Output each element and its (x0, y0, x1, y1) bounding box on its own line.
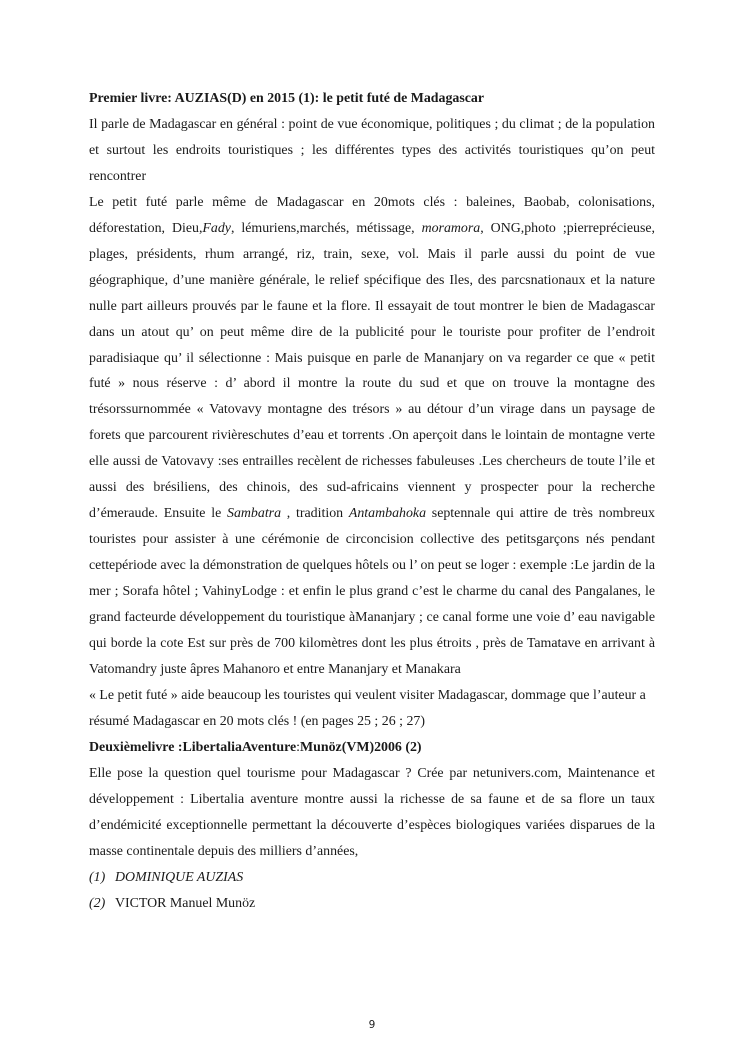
italic-term: Antambahoka (348, 506, 427, 522)
text-run: , tradition (281, 506, 349, 522)
italic-term: Sambatra (227, 506, 282, 522)
paragraph-overview: Il parle de Madagascar en général : point de vue économique, politiques ; du climat ; de la population et surtout les endroits touristiques ; les différentes types des activités touristiques qu’on peut rencontrer (89, 116, 655, 184)
footnote-number: (1) (89, 869, 106, 885)
page-number: 9 (368, 1019, 376, 1031)
heading-part: Munöz(VM)2006 (2) (300, 739, 422, 755)
heading-first-book: Premier livre: AUZIAS(D) en 2015 (1): le petit futé de Madagascar (89, 91, 485, 106)
footnote-number: (2) (89, 895, 106, 911)
text-run: Le petit futé parle même de Madagascar en 20mots clés : baleines, Baobab, colonisations, déforestation, Dieu, (89, 194, 655, 236)
footnote-2 (89, 891, 655, 917)
heading-part: Deuxièmelivre :LibertaliaAventure (89, 739, 297, 755)
page-content (89, 86, 655, 917)
text-run: septennale qui attire de très nombreux touristes pour assister à une cérémonie de circoncision collective des petitsgarçons nés pendant cettepériode avec la démonstration de quelques hôtels ou l’ on peut se loger : exemple :Le jardin de la mer ; Sorafa hôtel ; VahinyLodge : et enfin le plus grand c’est le charme du canal des Pangalanes, le grand facteurde développement du touristique àMananjary ; ce canal forme une voie d’ eau navigable qui borde la cote Est sur près de 700 kilomètres dont les plus étroits , près de Tamatave en arrivant à Vatomandry juste âpres Mahanoro et entre Mananjary et Manakara (89, 506, 655, 677)
text-run: , ONG,photo ;pierreprécieuse, plages, présidents, rhum arrangé, riz, train, sexe, vol. Mais il parle aussi du point de vue géographique, d’une manière générale, le relief spécifique des Iles, des parcsnationaux et la nature nulle part ailleurs prouvés par le faune et la flore. Il essayait de tout montrer le bien de Madagascar dans un atout qu’ on peut même dire de la publicité pour le touriste pour profiter de l’endroit paradisiaque qu’ il sélectionne : Mais puisque en parle de Mananjary on va regarder ce que « petit futé » nous réserve : d’ abord il montre la route du sud et que on trouve la montagne des trésorssurnommée « Vatovavy montagne des trésors » au détour d’un virage dans un paysage de forets que parcourent rivièreschutes d’eau et torrents .On aperçoit dans le lointain de montagne verte elle aussi de Vatovavy :ses entrailles recèlent de richesses fabuleuses .Les chercheurs de toute l’ile et aussi des brésiliens, des chinois, des sud-africains viennent y prospecter pour la recherche d’émeraude. Ensuite le (89, 220, 655, 522)
italic-term: moramora (421, 220, 481, 236)
footnote-1 (89, 865, 655, 891)
paragraph-summary: « Le petit futé » aide beaucoup les touristes qui veulent visiter Madagascar, dommage que l’auteur a résumé Madagascar en 20 mots clés ! (en pages 25 ; 26 ; 27) (89, 687, 646, 729)
text-run: , lémuriens,marchés, métissage, (230, 220, 422, 236)
heading-second-book (89, 735, 655, 761)
footnote-text: DOMINIQUE AUZIAS (115, 869, 244, 885)
paragraph-keywords (89, 190, 655, 683)
heading-separator: : (296, 739, 301, 755)
italic-term: Fady (202, 220, 231, 236)
footnote-text: VICTOR Manuel Munöz (115, 895, 256, 911)
paragraph-libertalia: Elle pose la question quel tourisme pour Madagascar ? Crée par netunivers.com, Maintenance et développement : Libertalia aventure montre aussi la richesse de sa faune et de sa flore un taux d’endémicité exceptionnelle permettant la découverte d’espèces biologiques variées disparues de la masse continentale depuis des milliers d’années, (89, 765, 655, 859)
